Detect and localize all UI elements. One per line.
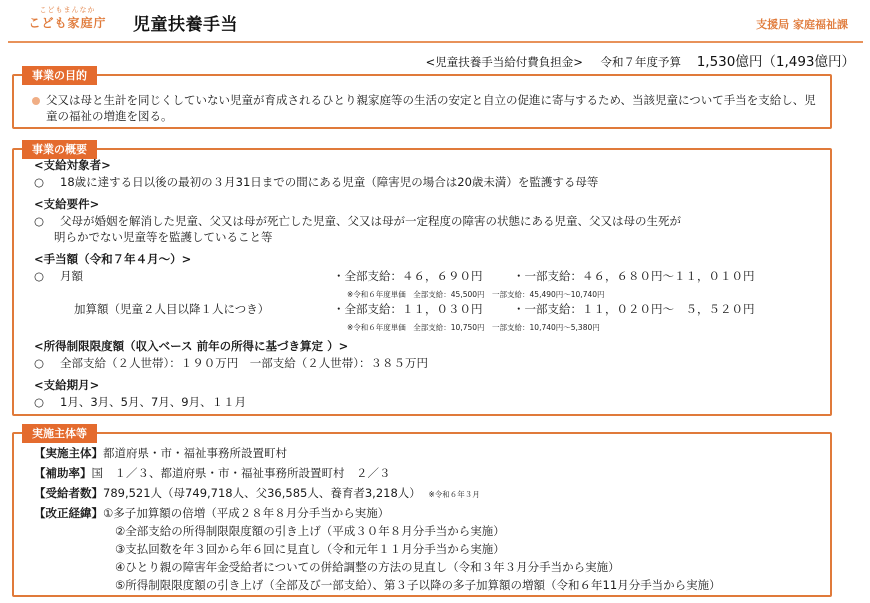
impl-value: 都道府県・市・福祉事務所設置町村	[103, 446, 287, 460]
eligible-item	[34, 175, 598, 190]
logo-name: こども家庭庁	[28, 16, 107, 30]
additional-prior-note: ※令和６年度単価 全部支給：10,750円 一部支給：10,740円～5,380円	[347, 323, 600, 332]
impl-value: 国 １／３、都道府県・市・福祉事務所設置町村 ２／３	[91, 466, 391, 480]
additional-partial-amount: ・一部支給：１１，０２０円～ ５，５２０円	[513, 302, 755, 316]
monthly-prior-note: ※令和６年度単価 全部支給：45,500円 一部支給：45,490円～10,740円	[347, 290, 605, 299]
section-implementation	[12, 427, 832, 597]
revision-item: ⑤所得制限限度額の引き上げ（全部及び一部支給）、第３子以降の多子加算額の増額（令和６年11月分手当から実施）	[115, 578, 721, 592]
section-tag-purpose: 事業の目的	[22, 66, 97, 85]
impl-row-revisions	[34, 506, 389, 521]
budget-year: 令和７年度予算	[600, 55, 682, 69]
page-title: 児童扶養手当	[133, 15, 238, 35]
additional-label: 加算額（児童２人目以降１人につき）	[74, 302, 270, 316]
header-divider	[8, 41, 863, 43]
monthly-full-amount: ・全部支給：４６，６９０円	[333, 269, 483, 283]
payment-months-item	[34, 395, 246, 410]
eligible-text: 18歳に達する日以後の最初の３月31日までの間にある児童（障害児の場合は20歳未満）を監護する母等	[60, 175, 599, 189]
recipients-note: ※令和６年３月	[428, 490, 480, 499]
purpose-text: 父又は母と生計を同じくしていない児童が育成されるひとり親家庭等の生活の安定と自立の促進に寄与するため、当該児童について手当を支給し、児童の福祉の増進を図る。	[46, 93, 816, 123]
payment-months-heading: <支給期月>	[34, 378, 100, 392]
circle-bullet-icon: ○	[34, 356, 45, 370]
additional-full-amount: ・全部支給：１１，０３０円	[333, 302, 483, 316]
agency-logo	[25, 6, 110, 31]
header	[0, 0, 870, 42]
budget-summary	[426, 50, 855, 70]
section-tag-implementation: 実施主体等	[22, 424, 97, 443]
amount-heading: <手当額（令和７年４月～）>	[34, 252, 192, 266]
circle-bullet-icon: ○	[34, 269, 45, 283]
impl-row-entity	[34, 446, 287, 461]
section-overview	[12, 143, 832, 416]
purpose-text-block	[30, 92, 820, 124]
impl-value: ①多子加算額の倍増（平成２８年８月分手当から実施）	[103, 506, 390, 520]
section-purpose	[12, 69, 832, 129]
income-limit-heading: <所得制限限度額（収入ベース 前年の所得に基づき算定 ）>	[34, 339, 349, 353]
department-label: 支援局 家庭福祉課	[756, 18, 848, 31]
impl-key: 【受給者数】	[34, 486, 103, 500]
impl-key: 【補助率】	[34, 466, 92, 480]
monthly-label: 月額	[60, 269, 83, 283]
revision-item: ④ひとり親の障害年金受給者についての併給調整の方法の見直し（令和３年３月分手当から実施）	[115, 560, 620, 574]
circle-bullet-icon: ○	[34, 395, 45, 409]
revision-item: ②全部支給の所得制限限度額の引き上げ（平成３０年８月分手当から実施）	[115, 524, 505, 538]
budget-amount: 1,530億円（1,493億円）	[696, 54, 855, 70]
revision-item: ③支払回数を年３回から年６回に見直し（令和元年１１月分手当から実施）	[115, 542, 505, 556]
requirements-text-line2: 明らかでない児童等を監護していること等	[54, 230, 273, 244]
payment-months-text: 1月、3月、5月、7月、9月、１１月	[60, 395, 247, 409]
bullet-icon	[32, 97, 40, 105]
monthly-label-row	[34, 269, 83, 284]
income-limit-text: 全部支給（２人世帯）：１９０万円 一部支給（２人世帯）：３８５万円	[60, 356, 428, 370]
requirements-heading: <支給要件>	[34, 197, 100, 211]
monthly-partial-amount: ・一部支給：４６，６８０円～１１，０１０円	[513, 269, 755, 283]
impl-row-subsidy-rate	[34, 466, 391, 481]
impl-value: 789,521人（母749,718人、父36,585人、養育者3,218人）	[103, 486, 421, 500]
circle-bullet-icon: ○	[34, 175, 45, 189]
logo-tagline: こどもまんなか	[39, 6, 96, 14]
income-limit-item	[34, 356, 428, 371]
impl-row-recipients	[34, 486, 480, 502]
impl-key: 【実施主体】	[34, 446, 103, 460]
requirements-item	[34, 214, 681, 229]
budget-label: <児童扶養手当給付費負担金>	[425, 55, 583, 69]
section-tag-overview: 事業の概要	[22, 140, 97, 159]
circle-bullet-icon: ○	[34, 214, 45, 228]
requirements-text-line1: 父母が婚姻を解消した児童、父又は母が死亡した児童、父又は母が一定程度の障害の状態にある児童、父又は母の生死が	[60, 214, 681, 228]
eligible-heading: <支給対象者>	[34, 158, 111, 172]
impl-key: 【改正経緯】	[34, 506, 103, 520]
